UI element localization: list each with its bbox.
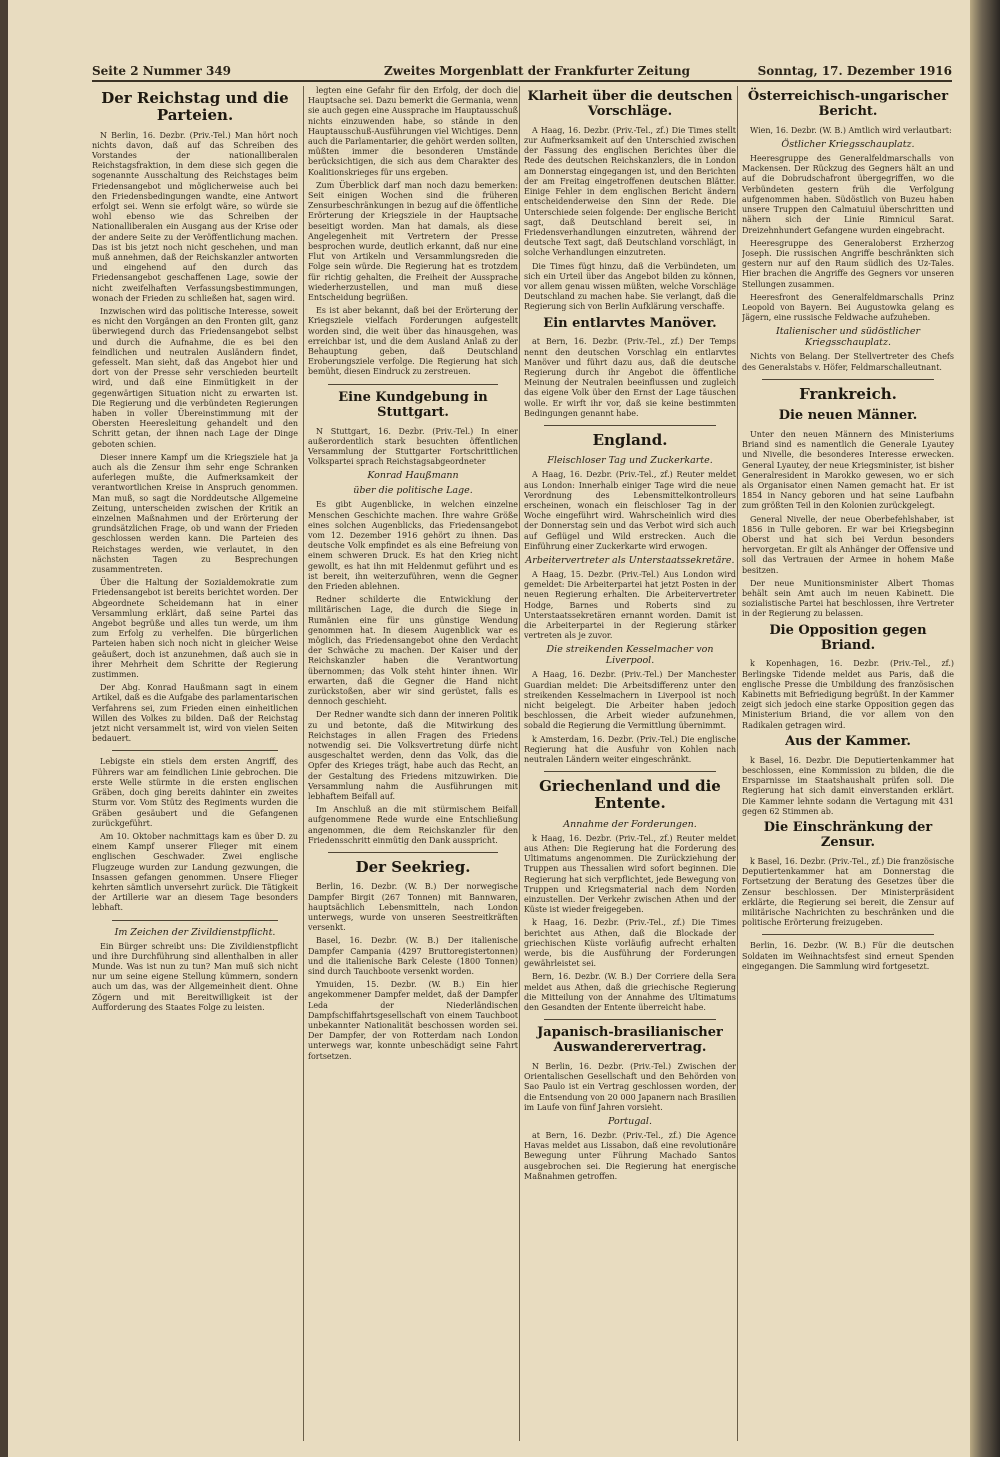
subheading-italienisch: Italienischer und südöstlicher Kriegsschauplatz. — [775, 326, 921, 349]
article-paragraph: Nichts von Belang. Der Stellvertreter des Chefs des Generalstabs v. Höfer, Feldmarschalleutnant. — [742, 352, 954, 372]
article-paragraph: Es gibt Augenblicke, in welchen einzelne Menschen Geschichte machen. Ihre wahre Größe eines solchen Augenblicks, das Friedensangebot vom 12. Dezember 1916 gehört zu ihnen. Das deutsche Volk empfindet es als eine Befreiung von einem schweren Druck. Es hat den Krieg nicht gewollt, es hat ihn mit Heldenmut geführt und es ist bereit, ihn weiterzuführen, wenn die Gegner den Frieden ablehnen. — [308, 500, 518, 591]
subheading-zivildienst: Im Zeichen der Zivildienstpflicht. — [114, 926, 276, 938]
headline-seekrieg: Der Seekrieg. — [355, 858, 471, 877]
speaker-name: Konrad Haußmann — [367, 470, 459, 482]
newspaper-page — [8, 0, 970, 1457]
article-paragraph: at Bern, 16. Dezbr. (Priv.-Tel., zf.) Die Agence Havas meldet aus Lissabon, daß eine revolutionäre Bewegung unter Führung Machado Santos ausgebrochen sei. Die Regierung hat energische Maßnahmen getroffen. — [524, 1131, 736, 1181]
section-divider — [328, 384, 498, 385]
article-paragraph: Über die Haltung der Sozialdemokratie zum Friedensangebot ist bereits berichtet worden. Der Abgeordnete Scheidemann hat in einer Versammlung erklärt, daß seine Partei das Angebot begrüße und alles tun werde, um ihm zum Erfolg zu verhelfen. Die bürgerlichen Parteien haben sich noch nicht in gleicher Weise geäußert, doch ist anzunehmen, daß auch sie in ihrer Mehrheit dem Schritte der Regierung zustimmen. — [92, 578, 298, 680]
subheading-kessel: Die streikenden Kesselmacher von Liverpool. — [546, 644, 714, 667]
article-paragraph: Lebigste ein stiels dem ersten Angriff, des Führers war am feindlichen Linie gebrochen. Die erste Welle stürmte in die ersten englischen Gräben, doch ging bereits dahinter ein zweites Sturm vor. Vom Stütz des Regiments wurden die Gräben gesäubert und die Gefangenen zurückgeführt. — [92, 757, 298, 828]
section-divider — [112, 920, 278, 921]
section-divider — [112, 750, 278, 751]
section-divider — [762, 934, 934, 935]
article-paragraph: Basel, 16. Dezbr. (W. B.) Der italienische Dampfer Campania (4297 Bruttoregistertonnen) und die italienische Bark Celeste (1800 Tonnen) sind durch Tauchboote versenkt worden. — [308, 936, 518, 976]
article-paragraph: Ein Bürger schreibt uns: Die Zivildienstpflicht und ihre Durchführung sind allenthalben in aller Munde. Was ist nun zu tun? Man muß sich nicht nur um seine eigene Stellung kümmern, sondern auch um das, was der Allgemeinheit dient. Ohne Zögern und mit Bereitwilligkeit ist der Aufforderung des Staates Folge zu leisten. — [92, 941, 298, 1012]
article-paragraph: Unter den neuen Männern des Ministeriums Briand sind es namentlich die Generale Lyautey und Nivelle, die besonderes Interesse erwecken. General Lyautey, der neue Kriegsminister, ist bisher Generalresident in Marokko gewesen, wo er sich als Organisator einen Namen gemacht hat. Er ist 1854 in Nancy geboren und hat seine Laufbahn zum größten Teil in den Kolonien zurückgelegt. — [742, 429, 954, 511]
article-paragraph: A Haag, 15. Dezbr. (Priv.-Tel.) Aus London wird gemeldet: Die Arbeiterpartei hat jetzt Posten in der neuen Regierung erhalten. Die Arbeitervertreter Hodge, Barnes und Roberts sind zu Unterstaatssekretären ernannt worden. Damit ist die Arbeiterpartei in der Regierung stärker vertreten als je zuvor. — [524, 569, 736, 641]
page-number: Seite 2 Nummer 349 — [92, 64, 232, 78]
headline-griechenland: Griechenland und die Entente. — [539, 777, 721, 813]
section-divider — [544, 771, 716, 772]
article-paragraph: Wien, 16. Dezbr. (W. B.) Amtlich wird verlautbart: — [750, 125, 952, 135]
article-paragraph: legten eine Gefahr für den Erfolg, der doch die Hauptsache sei. Dazu bemerkt die Germania, wenn sie auch gegen eine Aussprache im Hauptausschuß nichts einzuwenden habe, so stände in den Hauptausschuß-Ausführungen viel Wichtiges. Denn auch die Parlamentarier, die gehört werden sollten, müßten immer die besonderen Umstände berücksichtigen, die sich aus dem Charakter des Koalitionskrieges für uns ergeben. — [308, 86, 518, 177]
article-paragraph: Inzwischen wird das politische Interesse, soweit es nicht den Vorgängen an den Fronten gilt, ganz überwiegend durch das Friedensangebot selbst und durch die Aufnahme, die es bei den feindlichen und neutralen Ausländern findet, gefesselt. Man sieht, daß das Angebot hier und dort von der Presse sehr verschieden beurteilt wird, und daß eine Einmütigkeit in der gegenwärtigen Situation nicht zu erwarten ist. Die Regierung und die verbündeten Regierungen haben in voller Übereinstimmung mit der Obersten Heeresleitung gehandelt und den Schritt getan, der ihnen nach Lage der Dinge geboten schien. — [92, 306, 298, 449]
article-paragraph: A Haag, 16. Dezbr. (Priv.-Tel.) Der Manchester Guardian meldet: Die Arbeitsdifferenz unter den streikenden Kesselmachern in Liverpool ist noch nicht beigelegt. Die Arbeiter haben jedoch beschlossen, die Arbeit wieder aufzunehmen, sobald die Regierung die Vermittlung übernimmt. — [524, 670, 736, 731]
article-paragraph: Die Times fügt hinzu, daß die Verbündeten, um sich ein Urteil über das Angebot bilden zu können, vor allem genau wissen müßten, welche Vorschläge Deutschland zu machen habe. Sie verlangt, daß die Regierung sich von Berlin Aufklärung verschaffe. — [524, 261, 736, 312]
article-paragraph: N Berlin, 16. Dezbr. (Priv.-Tel.) Man hört noch nichts davon, daß auf das Schreiben des Vorstandes der nationalliberalen Reichstagsfraktion, in dem diese sich gegen die sogenannte Ausschaltung des Reichstages beim Friedensangebot und möglicherweise auch bei den Friedensbedingungen wandte, eine Antwort erfolgt sei. Wenn sie erfolgt wäre, so würde sie wohl ebenso wie das Schreiben der Nationalliberalen ein Ausgang aus der Krise oder der andere Seite zu der Veröffentlichung machen. Das ist bis jetzt noch nicht geschehen, und man muß annehmen, daß der Reichskanzler antworten und eingehend auf den durch das Friedensangebot geschaffenen Lage, sowie der nicht zweifelhaften Verfassungsbestimmungen, wonach der Frieden zu schließen hat, sagen wird. — [92, 130, 298, 303]
article-paragraph: General Nivelle, der neue Oberbefehlshaber, ist 1856 in Tulle geboren. Er war bei Kriegsbeginn Oberst und hat sich bei Verdun besonders hervorgetan. Er gilt als Anhänger der Offensive und soll das Vertrauen der Armee in hohem Maße besitzen. — [742, 514, 954, 575]
article-paragraph: k Amsterdam, 16. Dezbr. (Priv.-Tel.) Die englische Regierung hat die Ausfuhr von Kohlen nach neutralen Ländern weiter eingeschränkt. — [524, 734, 736, 765]
article-paragraph: Berlin, 16. Dezbr. (W. B.) Der norwegische Dampfer Birgit (267 Tonnen) mit Bannwaren, hauptsächlich Lebensmitteln, nach London unterwegs, wurde von unseren Seestreitkräften versenkt. — [308, 882, 518, 933]
column-4 — [742, 86, 954, 1441]
article-paragraph: Ymuiden, 15. Dezbr. (W. B.) Ein hier angekommener Dampfer meldet, daß der Dampfer Leda der Niederländischen Dampfschiffahrtsgesellschaft von einem Tauchboot unbekannter Nationalität beschossen worden sei. Der Dampfer, der von Rotterdam nach London unterwegs war, konnte unbeschädigt seine Fahrt fortsetzen. — [308, 980, 518, 1061]
article-paragraph: k Basel, 16. Dezbr. (Priv.-Tel., zf.) Die französische Deputiertenkammer hat am Donnerstag die Fortsetzung der Beratung des Gesetzes über die Zensur beschlossen. Der Ministerpräsident erklärte, die Regierung sei bereit, die Zensur auf militärische Nachrichten zu beschränken und die politische Erörterung freizugeben. — [742, 856, 954, 928]
headline-reichstag: Der Reichstag und die Parteien. — [101, 89, 289, 125]
issue-date: Sonntag, 17. Dezember 1916 — [757, 64, 952, 78]
header-rule — [92, 80, 952, 82]
article-paragraph: Berlin, 16. Dezbr. (W. B.) Für die deutschen Soldaten im Weihnachtsfest sind erneut Spenden eingegangen. Die Sammlung wird fortgesetzt. — [742, 941, 954, 971]
section-divider — [544, 1019, 716, 1020]
article-paragraph: Heeresgruppe des Generaloberst Erzherzog Joseph. Die russischen Angriffe beschränkten sich gestern nur auf den Raum südlich des Uz-Tales. Hier brachen die Angriffe des Gegners vor unseren Stellungen zusammen. — [742, 238, 954, 289]
article-paragraph: Am 10. Oktober nachmittags kam es über D. zu einem Kampf unserer Flieger mit einem englischen Geschwader. Zwei englische Flugzeuge wurden zur Landung gezwungen, die Insassen gefangen genommen. Unsere Flieger kehrten sämtlich unversehrt zurück. Die Tätigkeit der Artillerie war an diesem Tage besonders lebhaft. — [92, 831, 298, 913]
binding-strip — [0, 0, 8, 1457]
subheading-portugal: Portugal. — [607, 1116, 652, 1128]
article-paragraph: Der Abg. Konrad Haußmann sagt in einem Artikel, daß es die Aufgabe des parlamentarischen Verfahrens sei, zum Frieden einen einheitlichen Willen des Volkes zu bilden. Daß der Reichstag jetzt nicht versammelt ist, wird von vielen Seiten bedauert. — [92, 683, 298, 744]
article-paragraph: Heeresgruppe des Generalfeldmarschalls von Mackensen. Der Rückzug des Gegners hält an und auf die Dobrudschafront übergegriffen, wo die Verbündeten gestern früh die Verfolgung aufgenommen haben. Südöstlich von Buzeu haben unsere Truppen den Calmatuiul überschritten und nähern sich der Linie Rimnicul Sarat. Dreizehnhundert Gefangene wurden eingebracht. — [742, 154, 954, 235]
column-rule-2 — [519, 86, 520, 1441]
article-paragraph: Heeresfront des Generalfeldmarschalls Prinz Leopold von Bayern. Bei Augustowka gelang es Jägern, eine russische Feldwache aufzuheben. — [742, 292, 954, 323]
column-rule-3 — [737, 86, 738, 1441]
column-3 — [524, 86, 736, 1441]
headline-opposition: Die Opposition gegen Briand. — [769, 622, 927, 653]
article-paragraph: Im Anschluß an die mit stürmischem Beifall aufgenommene Rede wurde eine Entschließung angenommen, die dem Reichskanzler für den Friedensschritt einmütig den Dank ausspricht. — [308, 805, 518, 845]
article-paragraph: Zum Überblick darf man noch dazu bemerken: Seit einigen Wochen sind die früheren Zensurbeschränkungen in bezug auf die öffentliche Erörterung der Kriegsziele in der Hauptsache beseitigt worden. Man hat damals, als diese Angelegenheit mit Vertretern der Presse besprochen wurde, deutlich erkannt, daß nur eine Flut von Artikeln und Versammlungsreden die Folge sein würde. Die Regierung hat es trotzdem für richtig gehalten, die Freiheit der Aussprache wiederherzustellen, und man muß diese Entscheidung begrüßen. — [308, 180, 518, 303]
section-divider — [762, 379, 934, 380]
subheading-annahme: Annahme der Forderungen. — [563, 818, 697, 830]
headline-england: England. — [592, 431, 668, 450]
speech-topic: über die politische Lage. — [353, 485, 473, 497]
article-paragraph: Der neue Munitionsminister Albert Thomas behält sein Amt auch im neuen Kabinett. Die sozialistische Partei hat beschlossen, ihre Vertreter in der Regierung zu belassen. — [742, 578, 954, 619]
headline-klarheit: Klarheit über die deutschen Vorschläge. — [527, 89, 733, 119]
subheading-arbeiter: Arbeitervertreter als Unterstaatssekretäre. — [525, 554, 735, 566]
page-edge — [970, 0, 1000, 1457]
headline-neue-maenner: Die neuen Männer. — [778, 407, 918, 423]
article-paragraph: k Basel, 16. Dezbr. Die Deputiertenkammer hat beschlossen, eine Kommission zu bilden, die die Ersparnisse im Staatshaushalt prüfen soll. Die Regierung hat sich damit einverstanden erklärt. Die Kammer lehnte sodann die Vertagung mit 431 gegen 62 Stimmen ab. — [742, 755, 954, 816]
headline-bericht: Österreichisch-ungarischer Bericht. — [747, 89, 949, 119]
article-paragraph: Redner schilderte die Entwicklung der militärischen Lage, die durch die Siege in Rumänien eine für uns günstige Wendung genommen hat. In diesem Augenblick war es möglich, das Friedensangebot ohne den Verdacht der Schwäche zu machen. Der Kaiser und der Reichskanzler haben die Verantwortung übernommen; das Volk steht hinter ihnen. Wir erwarten, daß die Gegner die Hand nicht zurückstoßen, aber wir sind gerüstet, falls es dennoch geschieht. — [308, 595, 518, 707]
article-paragraph: Dieser innere Kampf um die Kriegsziele hat ja auch als die Zensur ihm sehr enge Schranken auferlegen mußte, die Aufmerksamkeit der verantwortlichen Kreise in Anspruch genommen. Man muß, so sagt die Norddeutsche Allgemeine Zeitung, unterscheiden zwischen der Kritik an einzelnen Maßnahmen und der Erörterung der grundsätzlichen Frage, ob und wann der Frieden geschlossen werden kann. Die Parteien des Reichstages werden, wie verlautet, in den nächsten Tagen zu Besprechungen zusammentreten. — [92, 452, 298, 575]
article-paragraph: k Haag, 16. Dezbr. (Priv.-Tel., zf.) Reuter meldet aus Athen: Die Regierung hat die Forderung des Ultimatums angenommen. Die Zurückziehung der Truppen aus Thessalien wird sofort beginnen. Die Regierung hat sich verpflichtet, jede Bewegung von Truppen und Kriegsmaterial nach dem Norden einzustellen. Der Verkehr zwischen Athen und der Küste ist wieder freigegeben. — [524, 833, 736, 915]
section-divider — [544, 425, 716, 426]
article-paragraph: k Kopenhagen, 16. Dezbr. (Priv.-Tel., zf.) Berlingske Tidende meldet aus Paris, daß die englische Presse die Umbildung des französischen Kabinetts mit Befriedigung begrüßt. In der Kammer zeigt sich jedoch eine starke Opposition gegen das Ministerium Briand, die vor allem von den Radikalen getragen wird. — [742, 659, 954, 730]
headline-frankreich: Frankreich. — [799, 384, 897, 403]
subheading-oestlich: Östlicher Kriegsschauplatz. — [781, 139, 915, 151]
headline-japan: Japanisch-brasilianischer Auswanderervertrag. — [537, 1025, 723, 1056]
article-paragraph: A Haag, 16. Dezbr. (Priv.-Tel., zf.) Reuter meldet aus London: Innerhalb einiger Tage wird die neue Verordnung des Lebensmittelkontrolleurs erscheinen, wonach ein fleischloser Tag in der Woche eingeführt wird. Wahrscheinlich wird dies der Donnerstag sein und das Verbot wird sich auch auf Geflügel und Wild erstrecken. Auch die Einführung einer Zuckerkarte wird erwogen. — [524, 470, 736, 551]
section-divider — [328, 852, 498, 853]
article-paragraph: Es ist aber bekannt, daß bei der Erörterung der Kriegsziele vielfach Forderungen aufgestellt worden sind, die weit über das hinausgehen, was erreichbar ist, und die dem Ausland Anlaß zu der Behauptung geben, daß Deutschland Eroberungsziele verfolge. Die Regierung hat sich bemüht, diesen Eindruck zu zerstreuen. — [308, 306, 518, 377]
column-2 — [308, 86, 518, 1441]
headline-kundgebung: Eine Kundgebung in Stuttgart. — [338, 389, 488, 420]
page-header — [92, 60, 952, 82]
headline-manoever: Ein entlarvtes Manöver. — [543, 315, 717, 331]
headline-kammer: Aus der Kammer. — [785, 733, 911, 749]
column-1 — [92, 86, 298, 1441]
article-paragraph: A Haag, 16. Dezbr. (Priv.-Tel., zf.) Die Times stellt zur Aufmerksamkeit auf den Unterschied zwischen der Fassung des englischen Berichtes über die Rede des deutschen Reichskanzlers, die in London am Donnerstag eingegangen ist, und den Berichten der am Freitag eingetroffenen deutschen Blätter. Einige Fehler in dem englischen Bericht ändern entscheidenderweise den Sinn der Rede. Die Unterschiede seien folgende: Der englische Bericht sagt, daß Deutschland bereit sei, in Friedensverhandlungen einzutreten, während der deutsche Text sagt, daß Deutschland vorschlägt, in solche Verhandlungen einzutreten. — [524, 125, 736, 258]
subheading-fleisch: Fleischloser Tag und Zuckerkarte. — [547, 455, 713, 467]
article-paragraph: Bern, 16. Dezbr. (W. B.) Der Corriere della Sera meldet aus Athen, daß die griechische Regierung die Mitteilung von der Annahme des Ultimatums den Gesandten der Entente überreicht habe. — [524, 972, 736, 1012]
headline-zensur: Die Einschränkung der Zensur. — [763, 820, 933, 850]
article-paragraph: N Stuttgart, 16. Dezbr. (Priv.-Tel.) In einer außerordentlich stark besuchten öffentlichen Versammlung der Stuttgarter Fortschrittlichen Volkspartei sprach Reichstagsabgeordneter — [308, 426, 518, 467]
masthead: Zweites Morgenblatt der Frankfurter Zeitung — [384, 64, 690, 78]
column-rule-1 — [303, 86, 304, 1441]
article-paragraph: k Haag, 16. Dezbr. (Priv.-Tel., zf.) Die Times berichtet aus Athen, daß die Blockade der griechischen Küste vorläufig aufrecht erhalten werde, bis die Ausführung der Forderungen gewährleistet sei. — [524, 918, 736, 969]
article-paragraph: N Berlin, 16. Dezbr. (Priv.-Tel.) Zwischen der Orientalischen Gesellschaft und den Behörden von Sao Paulo ist ein Vertrag geschlossen worden, der die Entsendung von 20 000 Japanern nach Brasilien im Laufe von fünf Jahren vorsieht. — [524, 1062, 736, 1112]
article-paragraph: at Bern, 16. Dezbr. (Priv.-Tel., zf.) Der Temps nennt den deutschen Vorschlag ein entlarvtes Manöver und führt dazu aus, daß die deutsche Regierung durch ihr Angebot die öffentliche Meinung der Neutralen beeinflussen und zugleich das eigene Volk über den Ernst der Lage täuschen wolle. Er wirft ihr vor, daß sie keine bestimmten Bedingungen genannt habe. — [524, 337, 736, 418]
article-paragraph: Der Redner wandte sich dann der inneren Politik zu und betonte, daß die Mitwirkung des Reichstages in allen Fragen des Friedens notwendig sei. Die Volksvertretung dürfe nicht ausgeschaltet werden, denn das Volk, das die Opfer des Krieges trägt, habe auch das Recht, an der Gestaltung des Friedens mitzuwirken. Die Versammlung nahm die Ausführungen mit lebhaftem Beifall auf. — [308, 710, 518, 802]
